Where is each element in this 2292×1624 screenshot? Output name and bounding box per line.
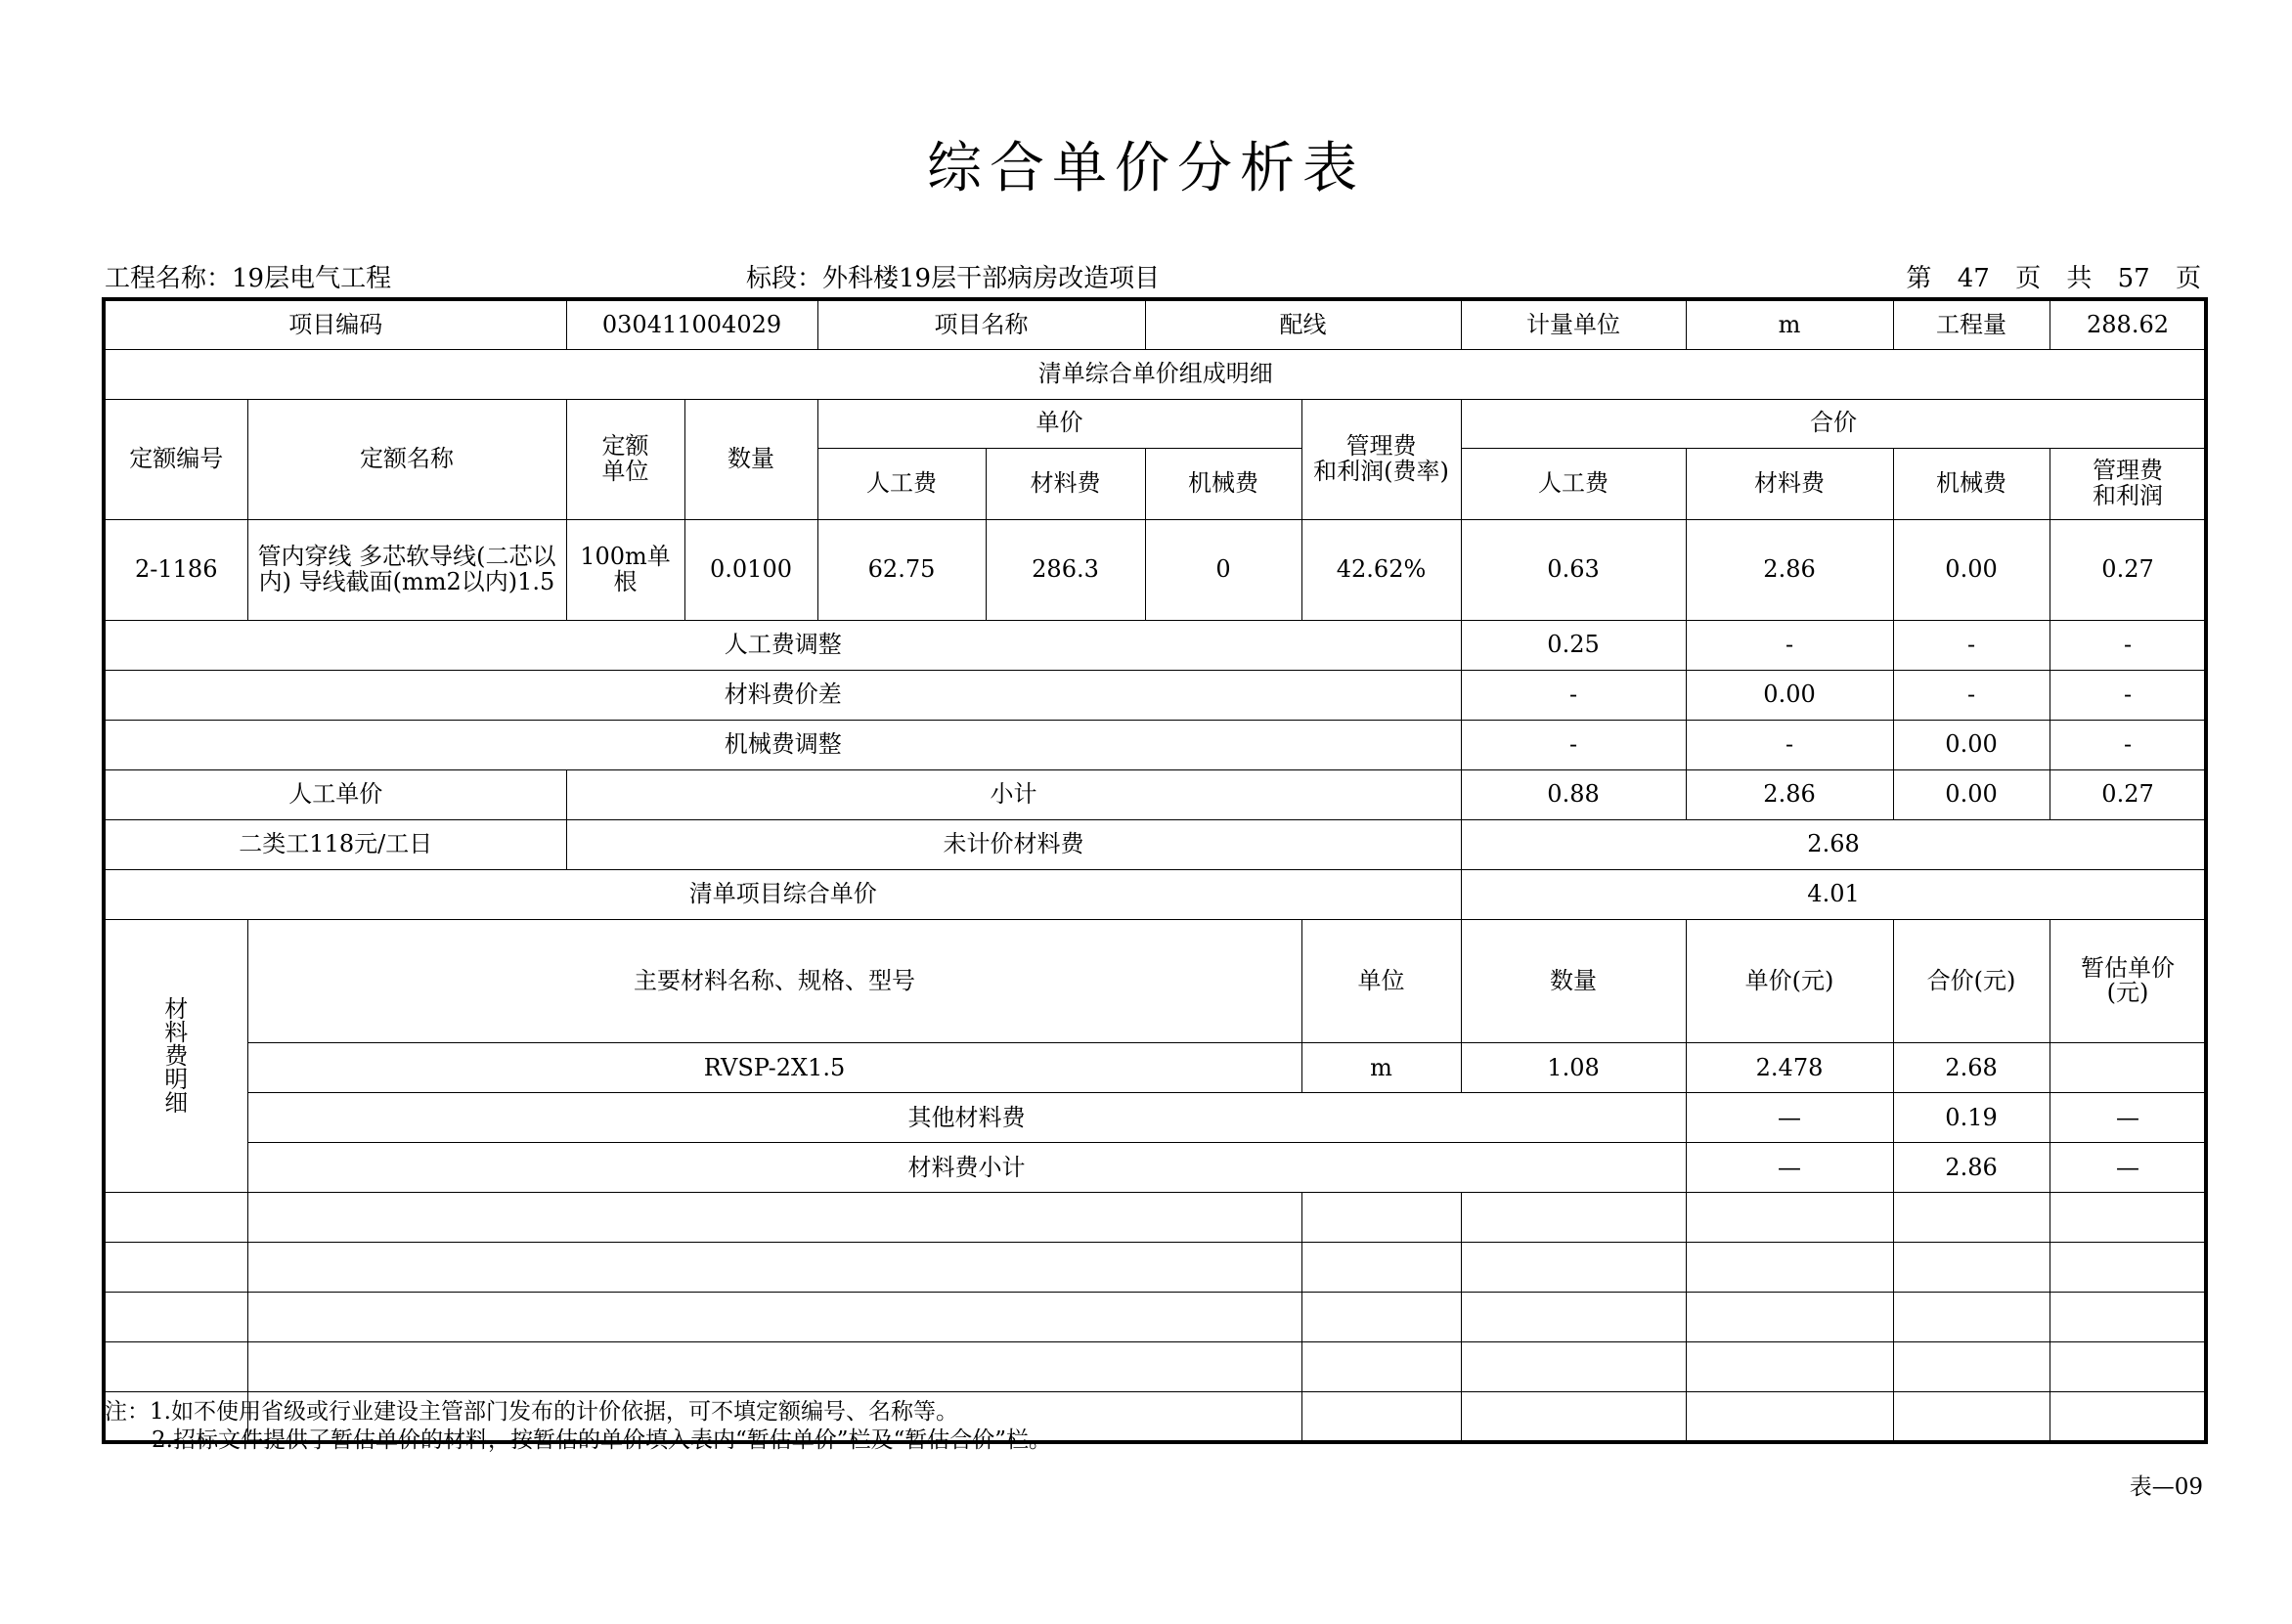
note-2: 2.招标文件提供了暂估单价的材料，按暂估的单价填入表内“暂估单价”栏及“暂估合价”栏。 [152,1427,1051,1453]
col-mgmt-rate [1301,399,1461,519]
detail-machine: 0 [1145,519,1301,620]
adjust-machine: - [1893,620,2050,670]
total-suffix: 页 [2175,264,2201,293]
material-row [104,1043,2206,1093]
materials-side-label [104,919,247,1193]
item-info-row [104,299,2206,349]
analysis-table [102,297,2208,1444]
adjust-labor: 0.25 [1461,620,1686,670]
item-code-label: 项目编码 [104,299,566,349]
mat-col-qty: 数量 [1461,919,1686,1043]
blank-row [104,1243,2206,1293]
material-est-price [2050,1043,2206,1093]
unpriced-row [104,819,2206,869]
other-material-est-price: — [2050,1093,2206,1143]
page-title: 综合单价分析表 [927,137,1365,200]
adjust-mgmt: - [2050,620,2206,670]
detail-qty: 0.0100 [684,519,817,620]
detail-total-material: 2.86 [1686,519,1893,620]
other-material-total: 0.19 [1893,1093,2050,1143]
adjust-row [104,720,2206,769]
material-subtotal-est-price: — [2050,1143,2206,1193]
mat-col-total: 合价(元) [1893,919,2050,1043]
total-pages: 57 [2117,264,2150,293]
material-subtotal-total: 2.86 [1893,1143,2050,1193]
material-subtotal-label: 材料费小计 [247,1143,1686,1193]
detail-total-mgmt: 0.27 [2050,519,2206,620]
detail-unit: 100m单根 [566,519,684,620]
detail-total-machine: 0.00 [1893,519,2050,620]
col-unit-price: 单价 [817,399,1301,448]
col-total-mgmt-text: 管理费 和利润 [2093,457,2164,509]
subtotal-labor: 0.88 [1461,769,1686,819]
page-prefix: 第 [1906,264,1932,293]
col-material: 材料费 [986,448,1145,519]
page-number: 47 [1957,264,1990,293]
section-name: 标段：外科楼19层干部病房改造项目 [746,264,1161,293]
composite-label: 清单项目综合单价 [104,869,1461,919]
detail-no: 2-1186 [104,519,247,620]
section-title: 清单综合单价组成明细 [104,349,2206,399]
col-quantity: 数量 [684,399,817,519]
col-total-labor: 人工费 [1461,448,1686,519]
materials-side-label-text: 材料费明细 [164,994,189,1117]
mat-col-est-price-text: 暂估单价 (元) [2081,954,2176,1007]
adjust-mgmt: - [2050,720,2206,769]
adjust-material: - [1686,720,1893,769]
adjust-label: 材料费价差 [104,670,1461,720]
subtotal-machine: 0.00 [1893,769,2050,819]
item-qty-label: 工程量 [1893,299,2050,349]
composite-row [104,869,2206,919]
detail-material: 286.3 [986,519,1145,620]
adjust-row [104,670,2206,720]
subtotal-mgmt: 0.27 [2050,769,2206,819]
material-total: 2.68 [1893,1043,2050,1093]
subtotal-material: 2.86 [1686,769,1893,819]
blank-row [104,1193,2206,1243]
col-machine: 机械费 [1145,448,1301,519]
subtotal-label: 小计 [566,769,1461,819]
blank-row [104,1293,2206,1342]
composite-value: 4.01 [1461,869,2206,919]
notes [105,1398,1051,1455]
detail-total-labor: 0.63 [1461,519,1686,620]
item-name: 配线 [1145,299,1461,349]
other-material-label: 其他材料费 [247,1093,1686,1143]
project-name: 工程名称：19层电气工程 [105,264,392,293]
material-name: RVSP-2X1.5 [247,1043,1301,1093]
material-qty: 1.08 [1461,1043,1686,1093]
col-total-machine: 机械费 [1893,448,2050,519]
subtotal-row [104,769,2206,819]
column-header-row-1 [104,399,2206,448]
unpriced-label: 未计价材料费 [566,819,1461,869]
adjust-machine: 0.00 [1893,720,2050,769]
col-total-material: 材料费 [1686,448,1893,519]
col-total-mgmt [2050,448,2206,519]
page-mid: 页 [2015,264,2042,293]
material-subtotal-price: — [1686,1143,1893,1193]
page-indicator [1888,258,2201,294]
col-quota-unit-text: 定额 单位 [601,432,649,485]
mat-col-est-price [2050,919,2206,1043]
material-unit: m [1301,1043,1461,1093]
col-quota-no: 定额编号 [104,399,247,519]
labor-price-label: 人工单价 [104,769,566,819]
item-qty: 288.62 [2050,299,2206,349]
labor-price: 二类工118元/工日 [104,819,566,869]
detail-name: 管内穿线 多芯软导线(二芯以内) 导线截面(mm2以内)1.5 [247,519,566,620]
unpriced-value: 2.68 [1461,819,2206,869]
item-name-label: 项目名称 [817,299,1145,349]
col-total-price: 合价 [1461,399,2206,448]
adjust-labor: - [1461,670,1686,720]
adjust-material: 0.00 [1686,670,1893,720]
form-number: 表—09 [2129,1474,2203,1500]
item-unit-label: 计量单位 [1461,299,1686,349]
detail-labor: 62.75 [817,519,986,620]
section-title-row [104,349,2206,399]
note-1: 注：1.如不使用省级或行业建设主管部门发布的计价依据，可不填定额编号、名称等。 [105,1399,958,1425]
adjust-label: 机械费调整 [104,720,1461,769]
col-labor: 人工费 [817,448,986,519]
mat-col-unit: 单位 [1301,919,1461,1043]
adjust-label: 人工费调整 [104,620,1461,670]
total-prefix: 共 [2066,264,2093,293]
adjust-material: - [1686,620,1893,670]
item-unit: m [1686,299,1893,349]
mat-col-name: 主要材料名称、规格、型号 [247,919,1301,1043]
blank-row [104,1342,2206,1392]
material-price: 2.478 [1686,1043,1893,1093]
adjust-labor: - [1461,720,1686,769]
col-mgmt-rate-text: 管理费 和利润(费率) [1313,432,1449,485]
item-code: 030411004029 [566,299,817,349]
adjust-row [104,620,2206,670]
col-quota-unit [566,399,684,519]
mat-col-price: 单价(元) [1686,919,1893,1043]
materials-header-row [104,919,2206,1043]
other-material-row [104,1093,2206,1143]
other-material-price: — [1686,1093,1893,1143]
material-subtotal-row [104,1143,2206,1193]
detail-rate: 42.62% [1301,519,1461,620]
adjust-machine: - [1893,670,2050,720]
col-quota-name: 定额名称 [247,399,566,519]
detail-row [104,519,2206,620]
adjust-mgmt: - [2050,670,2206,720]
